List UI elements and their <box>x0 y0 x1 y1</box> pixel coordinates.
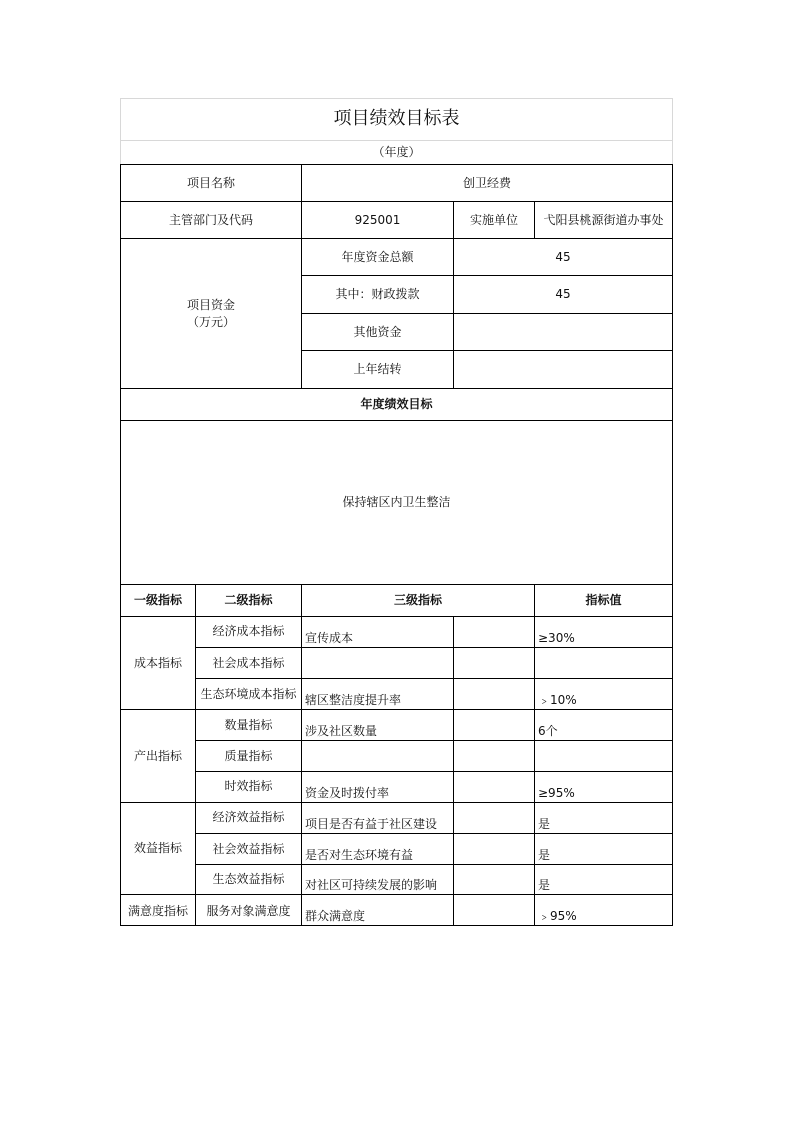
department-code-value: 925001 <box>354 212 401 227</box>
level2-cell: 社会成本指标 <box>212 655 285 670</box>
carryover-label: 上年结转 <box>353 362 402 377</box>
funds-label-line2: （万元） <box>186 314 235 329</box>
value-cell <box>535 648 672 678</box>
level2-cell: 服务对象满意度 <box>206 904 291 918</box>
value-cell: ﹥10% <box>538 692 577 707</box>
annual-total-label: 年度资金总额 <box>341 249 414 264</box>
level2-cell: 生态环境成本指标 <box>200 686 297 701</box>
value-cell: ≥30% <box>538 630 575 645</box>
header-level2: 二级指标 <box>224 593 273 608</box>
project-name-value: 创卫经费 <box>462 175 511 190</box>
level3-cell <box>302 741 453 771</box>
value-cell: ﹥95% <box>538 908 577 923</box>
header-value: 指标值 <box>585 593 622 608</box>
annual-total-value: 45 <box>555 249 571 264</box>
impl-unit-label: 实施单位 <box>469 212 518 227</box>
level2-cell: 时效指标 <box>224 779 273 793</box>
impl-unit-value: 弋阳县桃源街道办事处 <box>543 212 664 227</box>
level3-cell: 项目是否有益于社区建设 <box>305 816 438 831</box>
table-title: 项目绩效目标表 <box>333 107 460 129</box>
other-funds-label: 其他资金 <box>353 324 402 339</box>
carryover-value <box>454 351 672 388</box>
level3-cell: 资金及时拨付率 <box>305 785 390 800</box>
value-cell: 是 <box>538 816 551 831</box>
level3-cell: 对社区可持续发展的影响 <box>305 877 438 892</box>
level1-satisfaction: 满意度指标 <box>127 904 188 918</box>
fiscal-value: 45 <box>555 287 571 302</box>
level3-cell: 宣传成本 <box>305 630 354 645</box>
level2-cell: 经济效益指标 <box>212 810 285 824</box>
level2-cell: 社会效益指标 <box>212 841 285 856</box>
level3-cell: 辖区整洁度提升率 <box>305 692 402 707</box>
level1-benefit: 效益指标 <box>133 841 182 856</box>
table-subtitle: （年度） <box>372 145 421 160</box>
annual-goal-header: 年度绩效目标 <box>360 397 433 412</box>
value-cell: ≥95% <box>538 785 575 800</box>
level3-cell: 涉及社区数量 <box>305 723 378 738</box>
value-cell <box>535 741 672 771</box>
fiscal-label: 其中：财政拨款 <box>335 287 420 302</box>
header-level3: 三级指标 <box>393 593 442 608</box>
other-funds-value <box>454 314 672 350</box>
level2-cell: 质量指标 <box>224 748 273 763</box>
project-funds-label <box>121 239 301 388</box>
level2-cell: 数量指标 <box>224 717 273 732</box>
value-cell: 是 <box>538 847 551 862</box>
level1-output: 产出指标 <box>133 748 182 763</box>
value-cell: 是 <box>538 877 551 892</box>
level2-cell: 生态效益指标 <box>212 872 285 886</box>
department-label: 主管部门及代码 <box>168 212 253 227</box>
level1-cost: 成本指标 <box>133 655 182 670</box>
level3-cell: 群众满意度 <box>305 908 366 923</box>
funds-label-line1: 项目资金 <box>186 298 235 313</box>
level3-cell <box>302 648 453 678</box>
header-level1: 一级指标 <box>133 593 182 608</box>
project-name-label: 项目名称 <box>186 175 235 190</box>
level3-cell: 是否对生态环境有益 <box>305 847 414 862</box>
level2-cell: 经济成本指标 <box>212 624 285 638</box>
annual-goal-text: 保持辖区内卫生整洁 <box>342 495 451 510</box>
value-cell: 6个 <box>538 723 558 738</box>
